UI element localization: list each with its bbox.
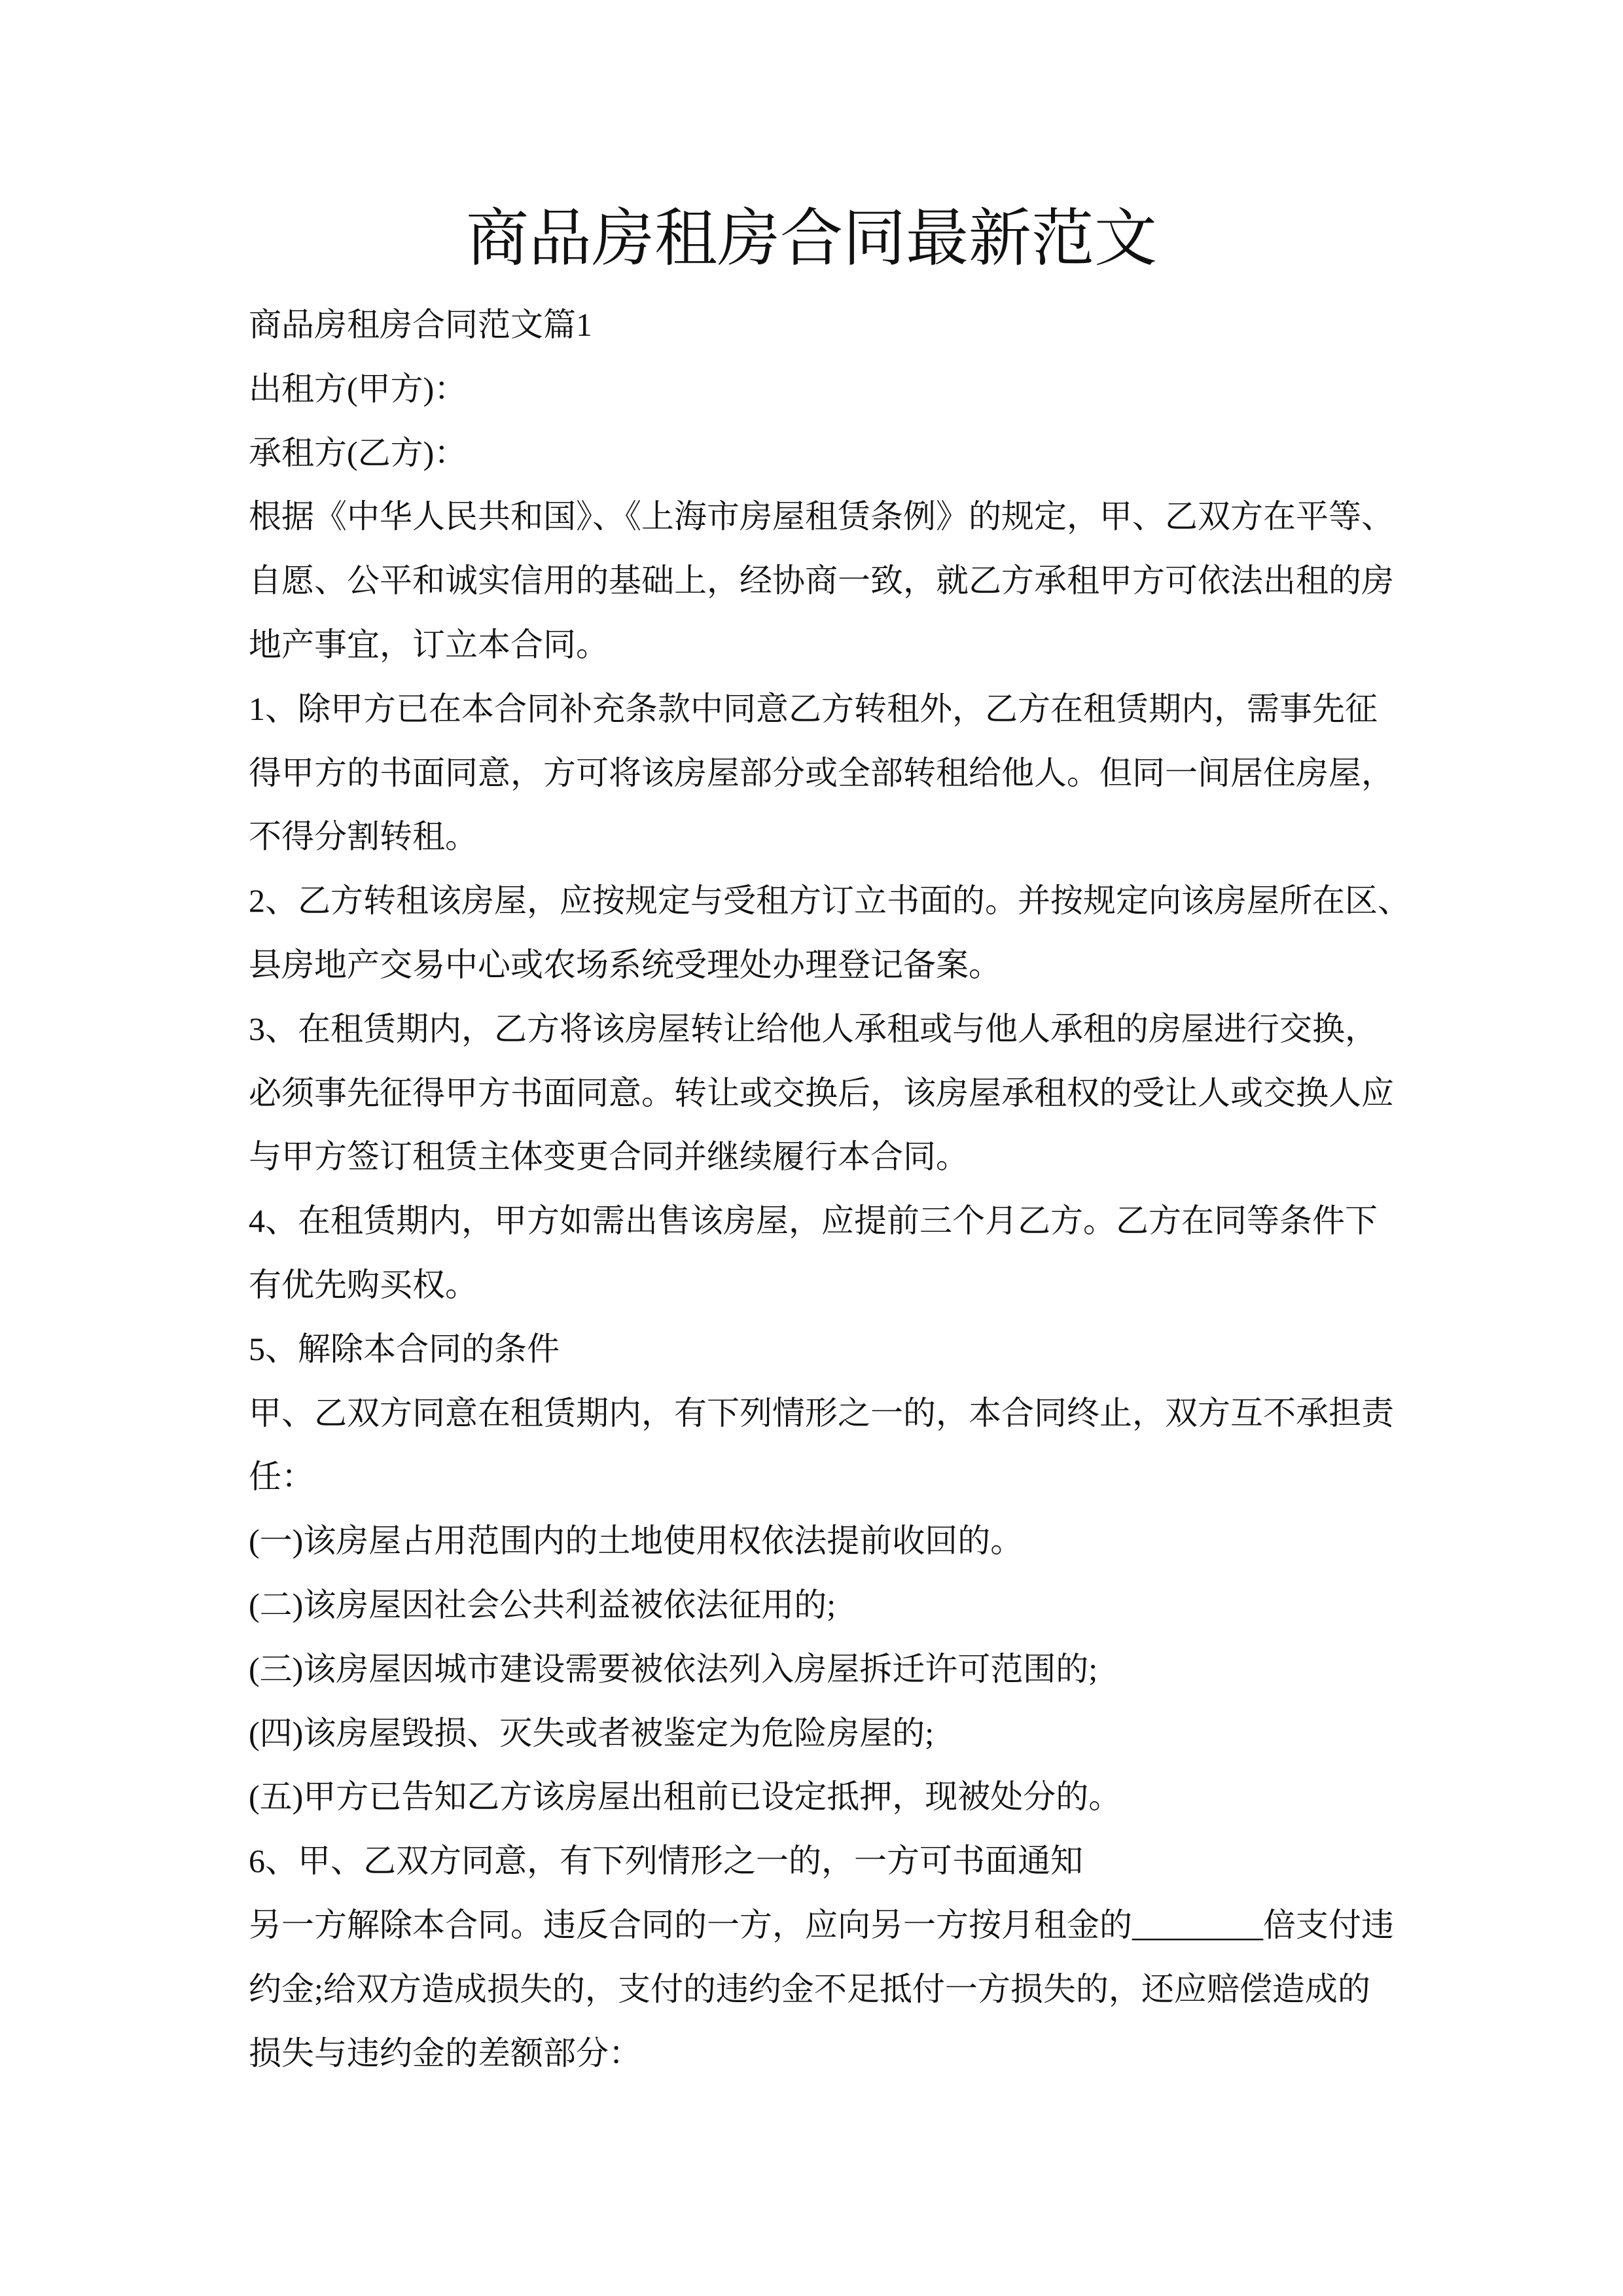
text-line: 甲、乙双方同意在租赁期内，有下列情形之一的，本合同终止，双方互不承担责 <box>249 1394 1394 1431</box>
text-line: 与甲方签订租赁主体变更合同并继续履行本合同。 <box>249 1138 969 1175</box>
text-line: 1、除甲方已在本合同补充条款中同意乙方转租外，乙方在租赁期内，需事先征 <box>249 690 1378 727</box>
text-line: 4、在租赁期内，甲方如需出售该房屋，应提前三个月乙方。乙方在同等条件下 <box>249 1202 1378 1240</box>
text-line: 2、乙方转租该房屋，应按规定与受租方订立书面的。并按规定向该房屋所在区、 <box>249 882 1410 920</box>
text-line: 5、解除本合同的条件 <box>249 1330 560 1367</box>
text-line: 地产事宜，订立本合同。 <box>249 626 609 663</box>
text-line: (四)该房屋毁损、灭失或者被鉴定为危险房屋的; <box>249 1714 935 1751</box>
text-line: 商品房租房合同范文篇1 <box>249 306 592 343</box>
text-line: 根据《中华人民共和国》、《上海市房屋租赁条例》的规定，甲、乙双方在平等、 <box>249 498 1394 535</box>
text-line: 必须事先征得甲方书面同意。转让或交换后，该房屋承租权的受让人或交换人应 <box>249 1074 1394 1111</box>
text-line: 承租方(乙方)： <box>249 434 467 471</box>
text-line: 县房地产交易中心或农场系统受理处办理登记备案。 <box>249 946 1001 983</box>
document-body <box>249 293 1414 2085</box>
text-line: 另一方解除本合同。违反合同的一方，应向另一方按月租金的________倍支付违 <box>249 1906 1394 1943</box>
text-line: 不得分割转租。 <box>249 818 478 855</box>
text-line: 3、在租赁期内，乙方将该房屋转让给他人承租或与他人承租的房屋进行交换， <box>249 1010 1378 1047</box>
document-title: 商品房租房合同最新范文 <box>466 204 1157 274</box>
text-line: 损失与违约金的差额部分： <box>249 2034 641 2072</box>
text-line: (二)该房屋因社会公共利益被依法征用的; <box>249 1586 836 1623</box>
text-line: (一)该房屋占用范围内的土地使用权依法提前收回的。 <box>249 1522 1024 1560</box>
text-line: 约金;给双方造成损失的，支付的违约金不足抵付一方损失的，还应赔偿造成的 <box>249 1970 1370 2007</box>
text-line: (五)甲方已告知乙方该房屋出租前已设定抵押，现被处分的。 <box>249 1778 1122 1816</box>
text-line: 任： <box>249 1458 314 1496</box>
text-line: 得甲方的书面同意，方可将该房屋部分或全部转租给他人。但同一间居住房屋， <box>249 754 1394 791</box>
text-line: 有优先购买权。 <box>249 1266 478 1303</box>
text-line: 出租方(甲方)： <box>249 370 467 407</box>
text-line: 自愿、公平和诚实信用的基础上，经协商一致，就乙方承租甲方可依法出租的房 <box>249 562 1394 600</box>
text-line: 6、甲、乙双方同意，有下列情形之一的，一方可书面通知 <box>249 1842 1083 1880</box>
text-line: (三)该房屋因城市建设需要被依法列入房屋拆迁许可范围的; <box>249 1650 1098 1687</box>
